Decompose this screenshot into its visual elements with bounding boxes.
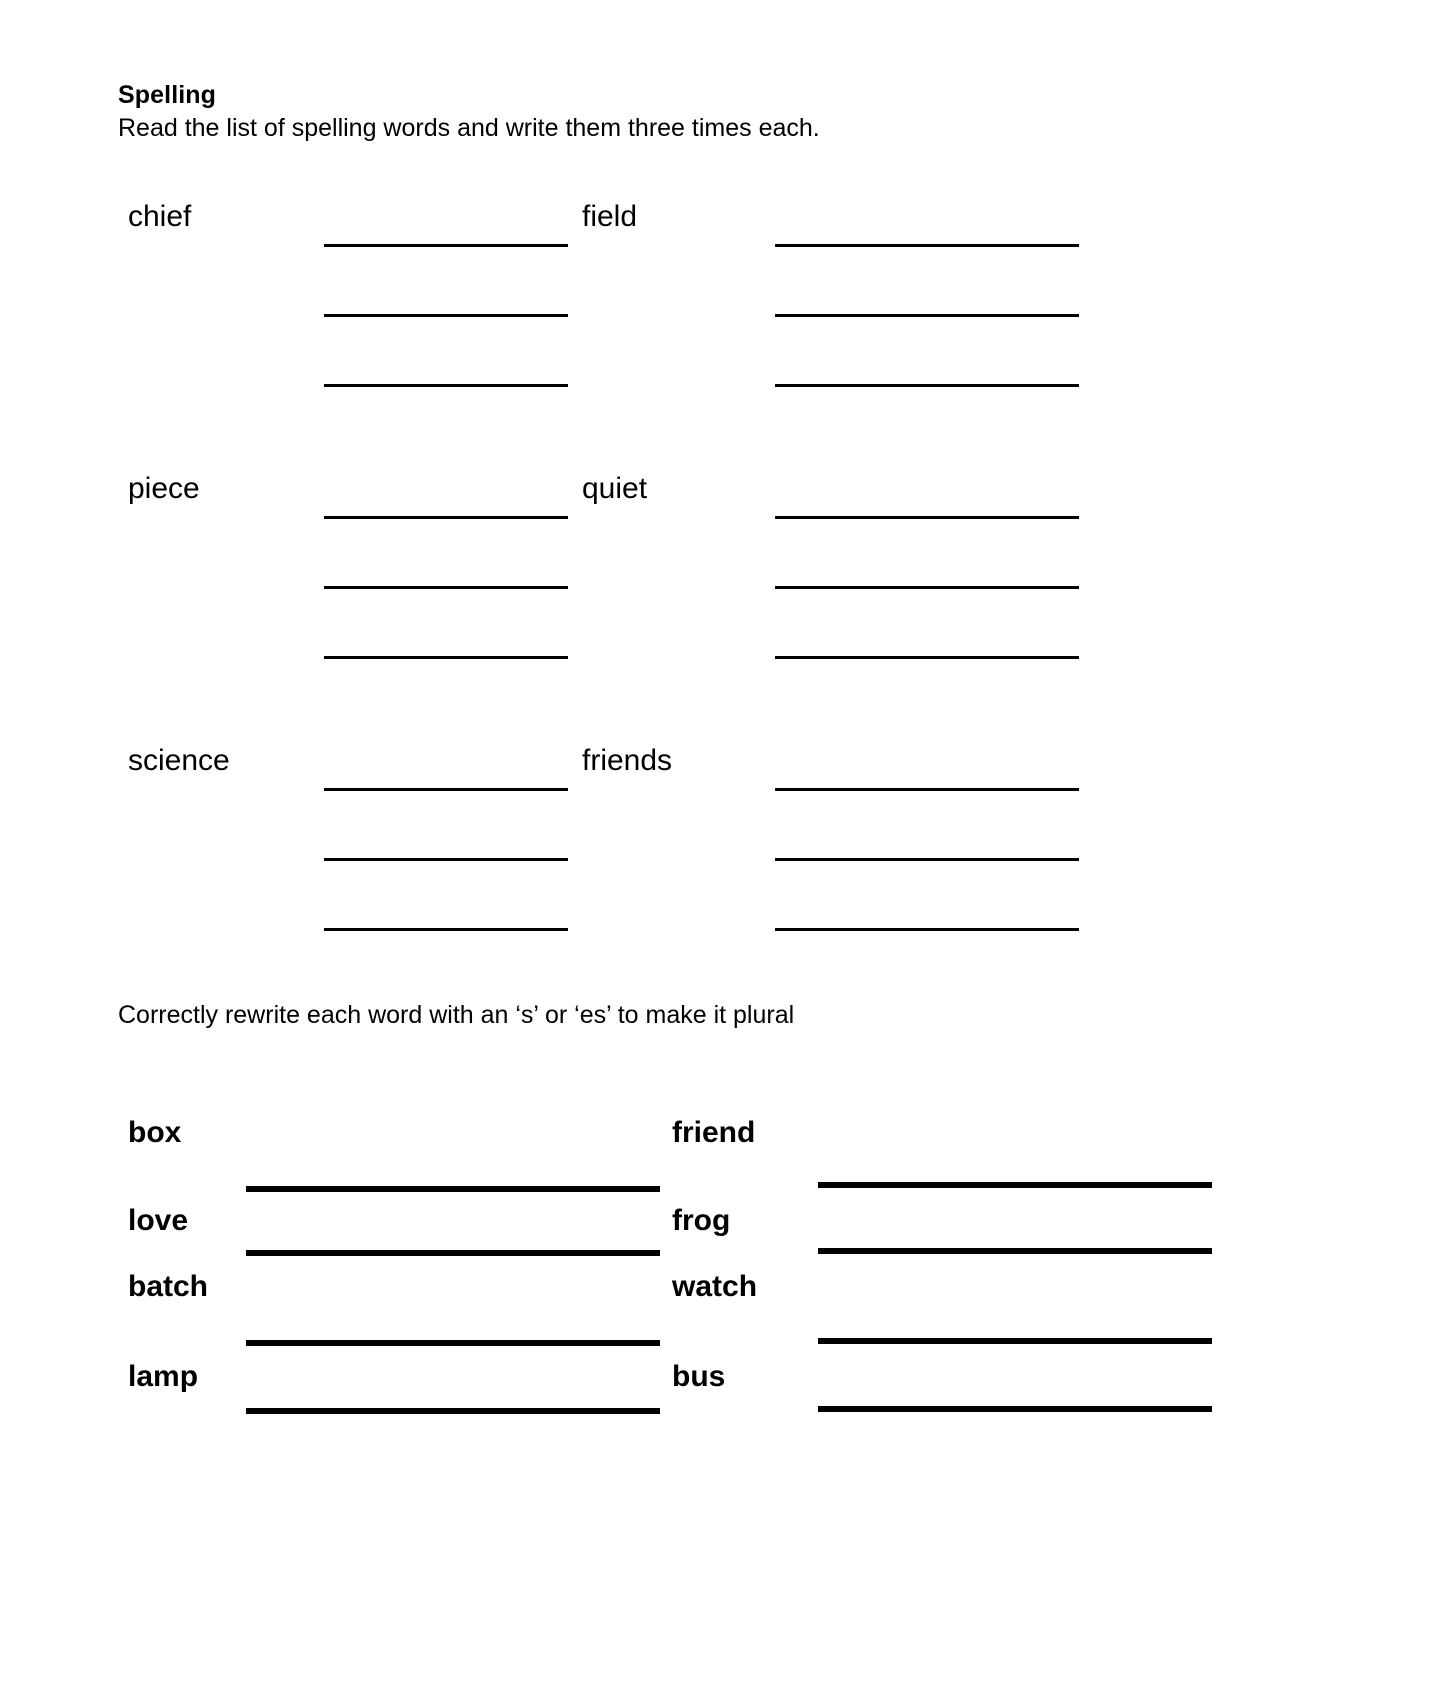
plural-word-right: frog <box>672 1204 731 1237</box>
spelling-group-3 <box>0 734 1445 964</box>
writing-line[interactable] <box>775 516 1079 519</box>
writing-line[interactable] <box>775 928 1079 931</box>
writing-line[interactable] <box>775 384 1079 387</box>
answer-line[interactable] <box>818 1248 1212 1254</box>
writing-line[interactable] <box>775 314 1079 317</box>
answer-line[interactable] <box>246 1186 660 1192</box>
plural-word-left: box <box>128 1116 182 1149</box>
spelling-group-1 <box>0 190 1445 420</box>
plural-word-right: friend <box>672 1116 756 1149</box>
writing-line[interactable] <box>324 788 568 791</box>
writing-line[interactable] <box>775 788 1079 791</box>
writing-line[interactable] <box>324 244 568 247</box>
page-title: Spelling <box>118 81 217 109</box>
spelling-group-2 <box>0 462 1445 692</box>
writing-line[interactable] <box>324 858 568 861</box>
writing-line[interactable] <box>775 244 1079 247</box>
writing-line[interactable] <box>324 586 568 589</box>
plural-word-left: love <box>128 1204 189 1237</box>
writing-line[interactable] <box>324 928 568 931</box>
writing-line[interactable] <box>324 384 568 387</box>
writing-line[interactable] <box>775 586 1079 589</box>
writing-line[interactable] <box>324 656 568 659</box>
plural-word-right: bus <box>672 1360 726 1393</box>
spelling-word-right: friends <box>582 744 673 777</box>
plural-word-right: watch <box>672 1270 758 1303</box>
answer-line[interactable] <box>818 1338 1212 1344</box>
spelling-word-left: chief <box>128 200 192 233</box>
writing-line[interactable] <box>775 858 1079 861</box>
answer-line[interactable] <box>246 1340 660 1346</box>
answer-line[interactable] <box>818 1406 1212 1412</box>
plural-instruction: Correctly rewrite each word with an ‘s’ or ‘es’ to make it plural <box>118 1001 795 1029</box>
answer-line[interactable] <box>818 1182 1212 1188</box>
spelling-word-left: science <box>128 744 230 777</box>
plural-word-left: batch <box>128 1270 209 1303</box>
spelling-word-right: field <box>582 200 638 233</box>
answer-line[interactable] <box>246 1408 660 1414</box>
writing-line[interactable] <box>775 656 1079 659</box>
spelling-word-left: piece <box>128 472 200 505</box>
writing-line[interactable] <box>324 516 568 519</box>
spelling-instruction: Read the list of spelling words and write them three times each. <box>118 114 820 142</box>
writing-line[interactable] <box>324 314 568 317</box>
answer-line[interactable] <box>246 1250 660 1256</box>
spelling-word-right: quiet <box>582 472 648 505</box>
plural-word-left: lamp <box>128 1360 199 1393</box>
plural-exercise <box>0 1100 1445 1460</box>
